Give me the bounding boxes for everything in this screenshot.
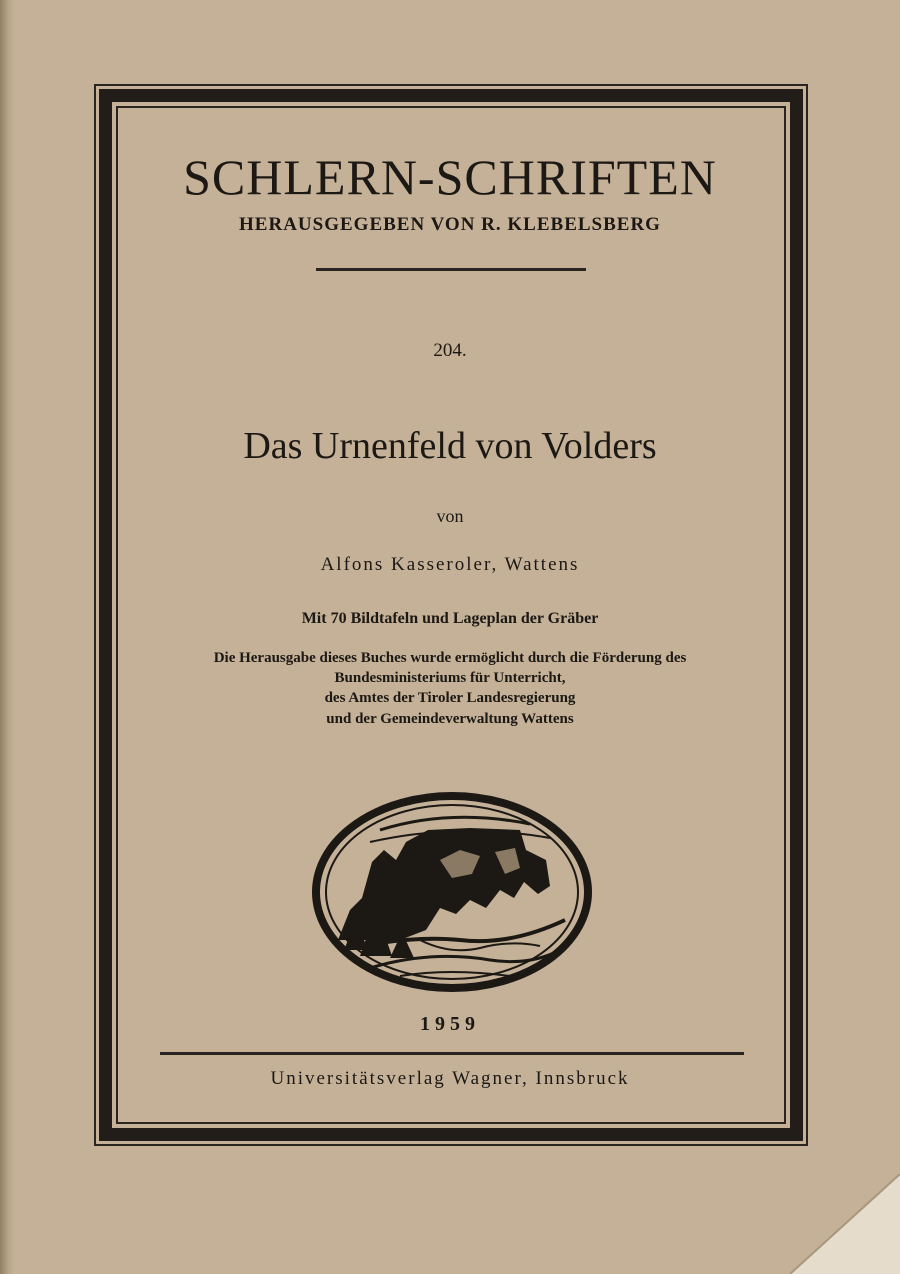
book-title: Das Urnenfeld von Volders (243, 425, 657, 467)
publisher-line: Universitätsverlag Wagner, Innsbruck (270, 1068, 630, 1089)
editor-line: HERAUSGEGEBEN VON R. KLEBELSBERG (239, 214, 661, 235)
series-title: SCHLERN-SCHRIFTEN (183, 149, 717, 205)
funding-note-line: Bundesministeriums für Unterricht, (334, 670, 566, 686)
divider-long (160, 1052, 744, 1055)
mountain-landscape-oval-emblem-icon (310, 790, 595, 995)
author-line: Alfons Kasseroler, Wattens (320, 554, 580, 575)
divider-short (316, 268, 586, 271)
funding-note-line: und der Gemeindeverwaltung Wattens (326, 711, 574, 727)
volume-number: 204. (433, 340, 467, 361)
plates-note: Mit 70 Bildtafeln und Lageplan der Gräber (301, 610, 599, 627)
publication-year: 1959 (420, 1013, 480, 1035)
by-word: von (436, 506, 464, 526)
page-corner-fold (790, 1174, 900, 1274)
funding-note-line: des Amtes der Tiroler Landesregierung (324, 690, 576, 706)
funding-note-line: Die Herausgabe dieses Buches wurde ermöglicht durch die Förderung des (213, 650, 687, 666)
